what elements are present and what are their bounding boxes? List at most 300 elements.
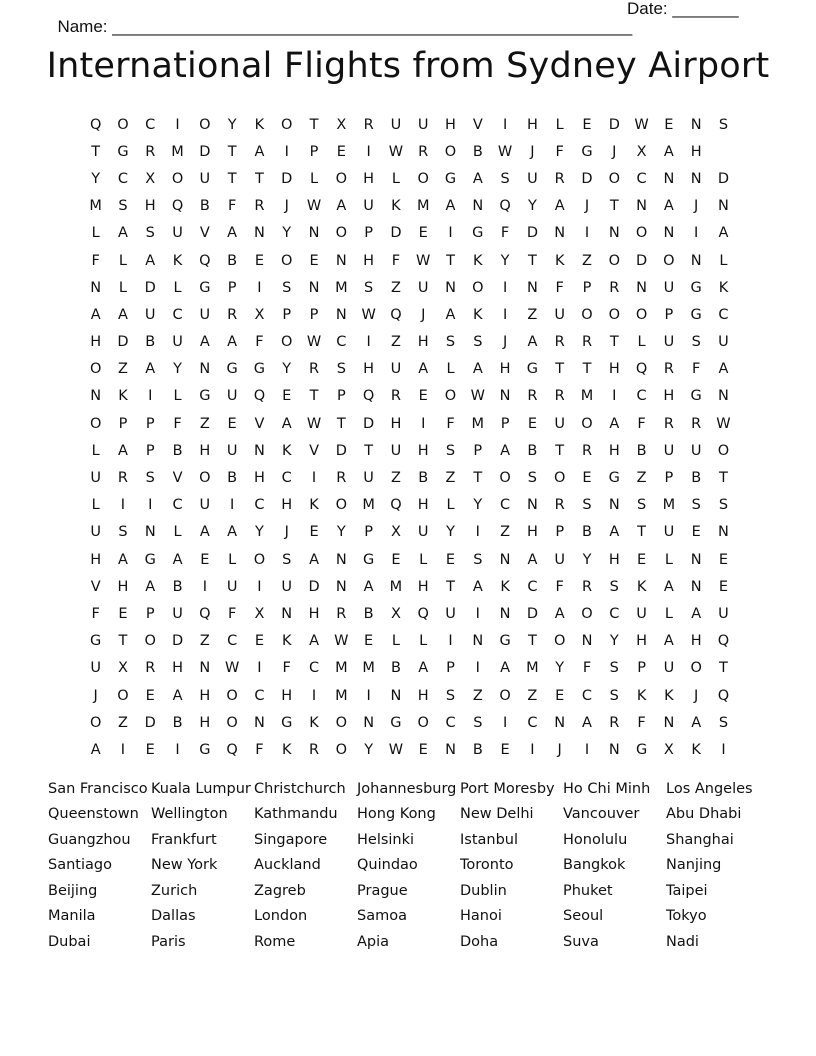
grid-letter: A [445,198,456,215]
grid-letter: O [717,442,730,459]
grid-letter: Q [171,198,184,215]
grid-letter: T [527,252,537,269]
grid-letter: C [281,470,292,487]
grid-letter: O [472,279,484,296]
grid-letter: X [145,170,156,187]
grid-letter: C [636,388,647,405]
grid-letter: K [473,306,483,323]
word-bank-item: Rome [254,933,296,950]
grid-letter: U [718,605,729,622]
grid-letter: I [229,497,235,514]
grid-letter: D [171,633,184,650]
word-bank-item: Dubai [48,933,91,950]
grid-letter: O [335,170,348,187]
grid-letter: P [637,660,646,677]
grid-letter: N [363,714,375,731]
grid-letter: E [418,741,428,758]
grid-letter: A [500,442,511,459]
grid-letter: J [584,198,590,215]
grid-letter: Y [336,524,346,541]
grid-letter: O [581,605,593,622]
word-bank-item: Zurich [151,882,198,899]
grid-letter: U [172,605,183,622]
grid-letter: I [148,388,153,405]
grid-letter: H [690,633,702,650]
grid-letter: Y [555,660,565,677]
grid-letter: Z [199,415,210,432]
grid-letter: M [335,279,348,296]
word-bank-item: Hong Kong [357,806,436,823]
grid-letter: T [609,334,619,351]
word-bank-item: Guangzhou [48,831,131,848]
grid-letter: R [390,388,401,405]
grid-letter: Y [282,361,292,378]
grid-letter: V [172,470,183,487]
grid-letter: N [636,198,648,215]
grid-letter: O [144,633,156,650]
grid-letter: E [527,415,537,432]
grid-letter: K [118,388,128,405]
grid-letter: Q [362,388,375,405]
grid-letter: I [257,660,262,677]
grid-letter: A [145,578,156,595]
grid-letter: U [663,334,675,351]
grid-letter: N [90,388,102,405]
word-bank-item: Queenstown [48,806,139,823]
grid-letter: P [309,306,319,323]
grid-letter: Y [473,497,483,514]
grid-letter: H [281,497,293,514]
grid-letter: I [257,578,262,595]
grid-letter: H [608,442,620,459]
grid-letter: U [663,279,675,296]
grid-row [82,709,742,736]
grid-letter: E [718,551,729,568]
grid-letter: B [691,470,702,487]
grid-row [82,682,742,709]
grid-letter: O [444,143,457,160]
name-date-line [48,0,748,36]
grid-letter: L [419,551,428,568]
grid-letter: N [608,741,620,758]
grid-letter: N [308,279,320,296]
grid-letter: H [663,388,675,405]
grid-letter: N [199,660,211,677]
grid-letter: A [663,578,674,595]
grid-letter: I [502,279,508,296]
grid-letter: N [445,279,456,296]
grid-letter: X [254,306,265,323]
grid-letter: B [227,252,238,269]
word-bank-item: Christchurch [254,780,346,797]
grid-letter: I [202,578,207,595]
grid-letter: A [445,306,456,323]
grid-letter: W [361,306,376,323]
grid-letter: A [117,306,128,323]
grid-letter: S [691,334,701,351]
grid-letter: A [309,633,319,650]
grid-letter: U [226,578,238,595]
grid-row [82,628,742,655]
grid-letter: M [526,660,539,677]
grid-letter: A [145,361,156,378]
grid-letter: I [366,143,371,160]
grid-letter: U [417,116,429,133]
grid-letter: F [227,605,237,622]
grid-letter: L [173,524,182,541]
grid-letter: N [718,524,729,541]
grid-letter: P [664,470,674,487]
grid-letter: L [118,252,127,269]
grid-letter: I [448,633,453,650]
grid-letter: L [173,279,182,296]
grid-letter: N [608,225,620,242]
grid-letter: B [418,470,429,487]
grid-letter: S [282,279,292,296]
grid-letter: W [416,252,431,269]
grid-letter: C [527,714,538,731]
grid-letter: A [117,442,128,459]
grid-letter: K [664,687,674,704]
grid-letter: G [199,741,211,758]
grid-letter: A [254,143,265,160]
grid-letter: S [718,497,729,514]
grid-letter: O [581,415,593,432]
grid-letter: U [199,306,211,323]
grid-letter: C [609,605,620,622]
grid-letter: M [335,660,348,677]
grid-letter: K [309,497,319,514]
grid-letter: V [309,442,319,459]
grid-letter: T [227,170,237,187]
grid-row [82,655,742,682]
grid-letter: R [581,578,593,595]
grid-letter: B [636,442,647,459]
grid-letter: P [282,306,292,323]
grid-letter: R [418,143,429,160]
grid-letter: L [118,279,127,296]
word-bank-row [48,802,768,828]
grid-letter: M [335,687,348,704]
grid-letter: C [254,497,265,514]
grid-letter: L [91,442,100,459]
grid-letter: R [609,714,620,731]
grid-letter: G [690,306,702,323]
grid-letter: Z [527,306,538,323]
grid-row [82,193,742,220]
grid-letter: C [500,497,511,514]
grid-letter: G [253,361,266,378]
grid-letter: G [90,633,102,650]
grid-letter: O [335,741,348,758]
grid-letter: O [608,170,620,187]
grid-letter: G [608,470,620,487]
grid-row [82,736,742,763]
grid-letter: A [227,524,238,541]
grid-letter: W [497,143,513,160]
word-bank-item: Tokyo [666,908,707,925]
word-bank-item: Phuket [563,882,613,899]
grid-letter: P [364,524,373,541]
grid-letter: E [582,116,592,133]
grid-letter: O [553,633,566,650]
word-bank-row [48,827,768,853]
grid-row [82,410,742,437]
grid-letter: M [471,415,485,432]
grid-letter: T [719,660,728,677]
grid-letter: F [500,225,510,242]
grid-letter: A [418,361,429,378]
grid-letter: O [335,225,348,242]
word-bank-item: London [254,908,308,925]
grid-letter: V [254,415,265,432]
grid-letter: H [363,170,375,187]
grid-letter: P [664,306,674,323]
grid-letter: A [336,198,347,215]
grid-letter: B [472,741,483,758]
grid-letter: O [553,470,566,487]
word-bank-item: Vancouver [563,806,640,823]
grid-letter: N [472,198,484,215]
grid-letter: O [199,116,211,133]
grid-letter: K [718,279,729,296]
grid-letter: N [254,442,265,459]
grid-letter: P [446,660,455,677]
grid-letter: A [500,660,511,677]
grid-letter: D [281,170,293,187]
grid-letter: N [254,714,265,731]
grid-letter: U [554,415,565,432]
grid-letter: C [527,578,538,595]
grid-letter: O [89,714,102,731]
word-bank-row [48,776,768,802]
grid-letter: E [364,633,374,650]
grid-letter: R [117,470,128,487]
grid-letter: L [446,361,455,378]
grid-letter: B [390,660,401,677]
grid-letter: E [582,470,592,487]
grid-letter: D [526,605,538,622]
grid-letter: T [255,170,264,187]
grid-letter: U [144,306,156,323]
grid-letter: W [306,334,322,351]
grid-letter: T [91,143,101,160]
grid-letter: A [172,687,183,704]
grid-letter: R [145,143,156,160]
grid-letter: U [663,524,675,541]
grid-letter: F [582,660,592,677]
grid-letter: M [662,497,676,514]
word-bank-item: Hanoi [460,908,502,925]
grid-letter: O [199,470,211,487]
grid-letter: O [281,334,293,351]
grid-letter: A [199,524,210,541]
grid-letter: A [472,578,483,595]
grid-letter: U [390,116,402,133]
grid-letter: T [227,143,237,160]
grid-letter: R [554,170,565,187]
grid-letter: K [281,442,292,459]
grid-letter: O [117,687,129,704]
grid-letter: J [694,198,699,215]
grid-letter: D [636,252,648,269]
word-bank-item: Suva [563,933,599,950]
word-bank-item: Kathmandu [254,806,338,823]
grid-letter: N [90,279,102,296]
grid-letter: A [90,741,101,758]
grid-letter: T [118,633,128,650]
grid-letter: N [472,633,484,650]
grid-letter: A [663,198,674,215]
grid-letter: T [582,361,592,378]
grid-letter: O [499,687,511,704]
grid-letter: A [117,551,128,568]
grid-letter: Y [255,524,264,541]
grid-letter: F [446,415,455,432]
grid-letter: N [526,497,538,514]
grid-letter: F [637,415,646,432]
grid-letter: W [224,660,240,677]
grid-letter: S [445,442,456,459]
word-bank-row [48,904,768,930]
grid-letter: R [308,361,320,378]
grid-letter: O [608,252,620,269]
grid-letter: N [254,225,265,242]
grid-letter: L [91,225,100,242]
grid-letter: Q [390,497,402,514]
grid-letter: D [199,143,211,160]
grid-letter: D [144,714,156,731]
word-bank-item: Los Angeles [666,780,753,797]
word-bank-item: Prague [357,882,408,899]
grid-letter: N [499,605,511,622]
grid-letter: O [635,225,648,242]
grid-letter: Q [417,605,429,622]
grid-letter: L [664,551,673,568]
word-bank-item: Santiago [48,857,112,874]
grid-letter: I [530,741,535,758]
grid-letter: Z [390,279,401,296]
word-bank-item: Manila [48,908,96,925]
grid-letter: R [581,334,593,351]
grid-letter: N [690,170,702,187]
grid-letter: K [691,741,701,758]
grid-letter: H [253,470,265,487]
grid-letter: C [227,633,238,650]
grid-letter: B [363,605,374,622]
grid-letter: A [691,605,702,622]
grid-letter: H [199,442,211,459]
grid-letter: T [473,470,483,487]
grid-letter: A [145,252,156,269]
grid-letter: H [172,660,183,677]
grid-letter: A [663,633,674,650]
grid-letter: R [363,116,374,133]
grid-letter: A [554,605,565,622]
grid-letter: R [527,388,538,405]
grid-row [82,464,742,491]
grid-letter: Q [390,306,402,323]
grid-letter: S [691,497,701,514]
grid-letter: S [118,524,128,541]
grid-letter: V [472,116,483,133]
grid-letter: B [172,714,183,731]
word-bank-item: Samoa [357,908,407,925]
grid-letter: O [171,170,184,187]
grid-row [82,546,742,573]
grid-letter: O [444,388,457,405]
word-bank-item: Beijing [48,882,98,899]
grid-letter: H [417,442,429,459]
grid-letter: G [390,714,402,731]
grid-letter: P [500,415,510,432]
grid-letter: R [581,442,593,459]
grid-letter: D [526,225,538,242]
grid-letter: S [718,714,729,731]
grid-letter: U [390,442,402,459]
grid-letter: O [281,116,293,133]
grid-letter: P [336,388,346,405]
grid-letter: O [690,660,702,677]
grid-letter: H [90,334,102,351]
grid-letter: I [502,116,508,133]
grid-letter: L [664,605,673,622]
word-bank-item: San Francisco [48,780,148,797]
grid-letter: W [634,116,649,133]
grid-letter: E [282,388,292,405]
grid-letter: M [362,660,375,677]
word-bank-item: Apia [357,933,390,950]
grid-letter: N [718,198,729,215]
grid-letter: P [582,279,592,296]
grid-letter: N [663,170,675,187]
grid-letter: O [608,306,620,323]
grid-letter: U [636,605,647,622]
grid-letter: Q [199,252,211,269]
grid-letter: P [145,605,155,622]
word-bank-item: Zagreb [254,882,306,899]
grid-letter: F [255,741,264,758]
word-bank-item: Ho Chi Minh [563,780,651,797]
grid-letter: J [612,143,617,160]
grid-letter: Y [173,361,182,378]
grid-letter: N [335,252,347,269]
grid-letter: I [584,225,590,242]
word-bank-item: Doha [460,933,499,950]
grid-letter: U [718,334,729,351]
grid-letter: L [391,170,400,187]
grid-letter: S [582,497,592,514]
grid-letter: U [363,198,374,215]
grid-letter: L [309,170,319,187]
grid-letter: I [366,334,371,351]
grid-letter: J [502,334,508,351]
grid-letter: N [445,741,456,758]
grid-letter: H [636,633,648,650]
grid-letter: U [172,334,183,351]
grid-letter: R [609,279,620,296]
grid-letter: D [581,170,593,187]
grid-letter: P [473,442,483,459]
grid-letter: E [145,687,155,704]
grid-letter: U [554,551,565,568]
grid-letter: D [717,170,730,187]
grid-letter: F [227,198,237,215]
grid-letter: M [416,198,430,215]
grid-letter: U [226,388,238,405]
word-bank-row [48,929,768,955]
grid-letter: A [718,225,729,242]
